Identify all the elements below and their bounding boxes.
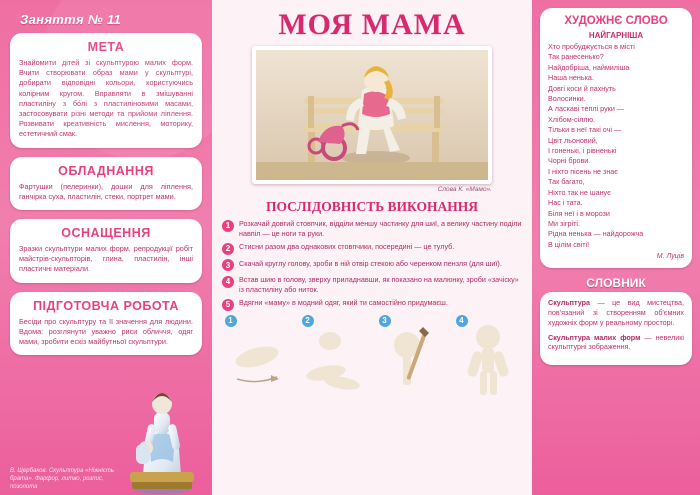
poem-line: А ласкаві теплі руки — — [548, 104, 625, 114]
dictionary-entry — [548, 298, 684, 327]
card-preparation-heading: ПІДГОТОВЧА РОБОТА — [33, 298, 179, 313]
poem-line: Так багато, — [548, 177, 585, 187]
poem-author: М. Луців — [656, 253, 684, 261]
step-text: Вдягни «маму» в модний одяг, який ти самостійно придумаєш. — [239, 298, 448, 308]
card-equipment — [10, 157, 202, 210]
photo-credit: Слова К. «Мамо». — [437, 186, 492, 193]
thumbnail-number: 2 — [302, 315, 314, 327]
step-item — [222, 275, 522, 294]
thumbnail-image-4 — [454, 315, 522, 399]
dictionary-term: Скульптура — [548, 298, 591, 308]
poem-line: Ми зігріті. — [548, 218, 580, 228]
dictionary-entry — [548, 333, 684, 353]
dictionary-heading: СЛОВНИК — [586, 276, 646, 291]
poem-line: Ніхто так не шанує — [548, 187, 611, 197]
step-thumbnail — [300, 315, 368, 399]
step-number: 5 — [222, 299, 234, 311]
dictionary-definition: — це вид мистецтва, пов'язаний зі створенням об'ємних художніх форм у реальному просторі. — [548, 298, 684, 327]
page-title: МОЯ МАМА — [278, 8, 466, 41]
step-number: 3 — [222, 259, 234, 271]
card-equipment-heading: ОБЛАДНАННЯ — [58, 163, 154, 178]
poem-line: Біля неї і в морози — [548, 208, 610, 218]
card-supplies-heading: ОСНАЩЕННЯ — [61, 226, 151, 241]
step-item — [222, 219, 522, 238]
poem-line: Наша ненька. — [548, 73, 594, 83]
thumbnail-number: 1 — [225, 315, 237, 327]
step-text: Стисни разом два однакових стовпчики, посередині — це тулуб. — [239, 242, 455, 252]
step-text: Скачай круглу голову, зроби в ній отвір стекою або черенком пензля (для шиї). — [239, 258, 502, 268]
main-photo — [252, 46, 492, 184]
poem-line: Тільки в неї такі очі — — [548, 125, 622, 135]
poem-line: Чорні брови. — [548, 156, 591, 166]
left-column — [0, 0, 212, 495]
poem-line: І ніхто пісень не знає — [548, 166, 618, 176]
card-supplies — [10, 219, 202, 283]
poem-title: НАЙГАРНІША — [588, 31, 644, 40]
card-meta — [10, 33, 202, 148]
poem-line: В цілім світі! — [548, 239, 590, 249]
poem-line: Рідна ненька — найдорожча — [548, 229, 644, 239]
lesson-title: Заняття № 11 — [20, 12, 122, 27]
sculpture-caption: В. Щербаков. Скульптура «Ніжність брата». Фарфор, литво, розпис, позолота — [10, 468, 115, 490]
step-item — [222, 298, 522, 311]
card-preparation-text: Бесіди про скульптуру та її значення для людини. Вдома: розглянути уважно риси обличчя, одяг мами, зробити ескіз майбутньої скульптури. — [19, 316, 193, 347]
sequence-title: ПОСЛІДОВНІСТЬ ВИКОНАННЯ — [266, 199, 478, 214]
step-text: Розкачай довгий стовпчик, відділи меншу частинку для шиї, а велику частину поділи навпіл — це ноги та руки. — [239, 219, 522, 238]
step-number: 2 — [222, 243, 234, 255]
step-number: 4 — [222, 276, 234, 288]
poem-line: Цвіт льоновий, — [548, 135, 598, 145]
poem-line: Волосинки. — [548, 94, 586, 104]
dictionary-definition: — невеликі скульптурні зображення. — [548, 332, 684, 352]
step-thumbnail — [454, 315, 522, 399]
thumbnail-number: 3 — [379, 315, 391, 327]
steps-list — [222, 219, 522, 311]
thumbnail-image-2 — [300, 315, 368, 399]
dictionary-term: Скульптура малих форм — [548, 332, 641, 342]
card-supplies-text: Зразки скульптури малих форм, репродукції робіт майстрів-скульпторів, глина, пластилін, інші пластичні матеріали. — [19, 244, 193, 274]
card-meta-text: Знайомити дітей зі скульптурою малих форм. Вчити створювати образ мами у скульптурі, добирати відповідні кольори, користуючись колірним кругом. Вправляти в змішуванні пластиліну з бо́лі з пластиліновими масами, застосовувати різні методи та прийоми ліплення. Розвивати креативність мислення, моторику, естетичний смак. — [19, 58, 193, 139]
card-artistic-word — [540, 8, 692, 268]
artistic-word-heading: ХУДОЖНЄ СЛОВО — [564, 15, 668, 27]
poem-line: Хлібом-сіллю. — [548, 114, 595, 124]
center-column — [212, 0, 532, 495]
thumbnail-image-1 — [223, 315, 291, 399]
poem-line: І гоненькі, і рівненькі — [548, 146, 617, 156]
poem-line: Так ранесенько? — [548, 52, 604, 62]
poem-line: Нас і тата. — [548, 198, 583, 208]
poem-body — [548, 42, 684, 250]
poem-line: Хто пробуджується в місті — [548, 42, 635, 51]
thumbnail-number: 4 — [456, 315, 468, 327]
poem-line: Довгі коси й пахнуть — [548, 83, 616, 93]
card-meta-heading: МЕТА — [87, 40, 125, 54]
step-number: 1 — [222, 220, 234, 232]
step-thumbnail — [223, 315, 291, 399]
step-text: Встав шию в голову, зверху приладнавши, як показано на малюнку, зроби «зачіску» із пластиліну або ниток. — [239, 275, 519, 294]
card-equipment-text: Фартушки (пелеринки), дошки для ліплення, ганчірка суха, пластилін, стеки, портрет мами. — [19, 181, 193, 201]
step-item — [222, 242, 522, 255]
step-item — [222, 259, 522, 272]
thumbnail-image-3 — [377, 315, 445, 399]
step-thumbnail — [377, 315, 445, 399]
poem-line: Найдобріша, наймиліша — [548, 62, 630, 72]
right-column — [532, 0, 700, 495]
dictionary-card — [540, 292, 692, 365]
step-thumbnails — [218, 315, 526, 399]
